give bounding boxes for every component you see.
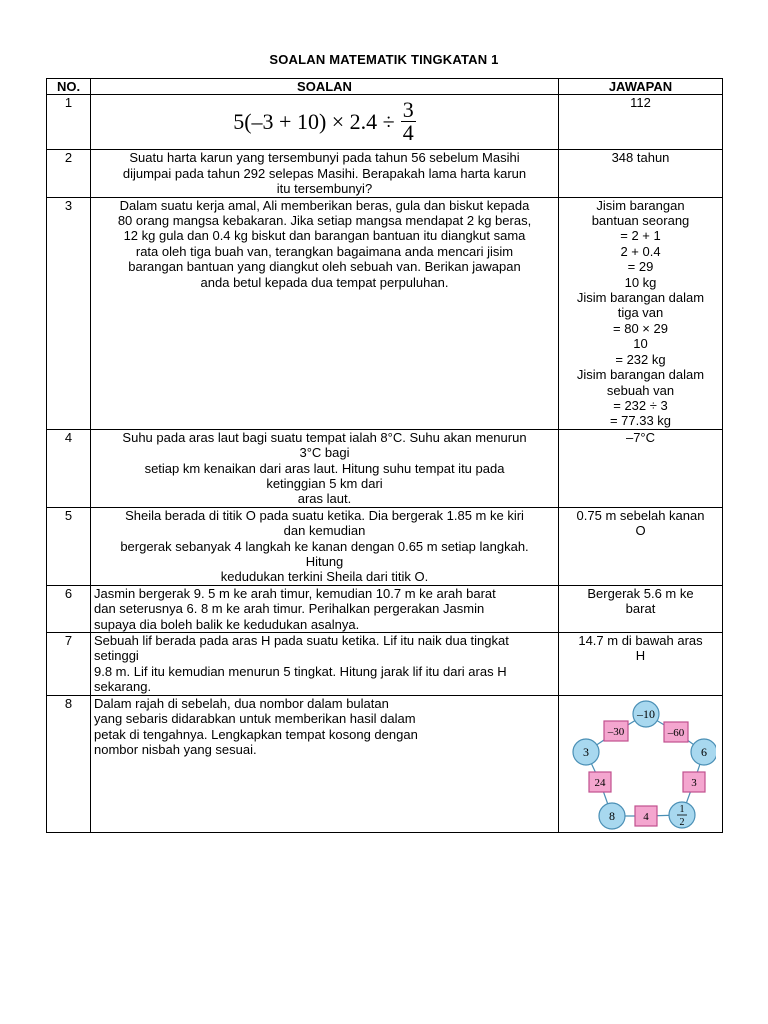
question-line: setinggi (94, 648, 139, 664)
circle-node (633, 701, 659, 727)
square-label: –60 (667, 727, 684, 739)
fraction (401, 96, 416, 145)
question-line: aras laut. (297, 491, 352, 507)
question-line: 9.8 m. Lif itu kemudian menurun 5 tingkat. Hitung jarak lif itu dari aras H (94, 663, 507, 679)
question-line: barangan bantuan yang diangkut oleh sebuah van. Berikan jawapan (128, 259, 521, 275)
answer-line: 14.7 m di bawah aras (578, 633, 703, 648)
question-line: Jasmin bergerak 9. 5 m ke arah timur, kemudian 10.7 m ke arah barat (94, 585, 496, 601)
answer-line: Jisim barangan (596, 197, 685, 213)
answer-line: Jisim barangan dalam (576, 290, 705, 306)
question-line: anda betul kepada dua tempat perpuluhan. (200, 274, 449, 290)
circle-label: –10 (636, 707, 655, 721)
answer-cell (559, 696, 723, 833)
question-cell (91, 95, 559, 150)
question-line: setiap km kenaikan dari aras laut. Hitung suhu tempat itu pada (144, 460, 505, 476)
table-row (47, 585, 723, 632)
header-question: SOALAN (91, 79, 559, 95)
circle-node-fraction (669, 802, 695, 828)
answer-line: bantuan seorang (591, 213, 690, 229)
question-cell (91, 197, 559, 429)
answer-line: = 232 kg (615, 351, 666, 367)
answer-cell (559, 95, 723, 150)
circle-label: 6 (700, 745, 707, 759)
question-line: sekarang. (94, 679, 152, 695)
table-header-row (47, 79, 723, 95)
question-line: 80 orang mangsa kebakaran. Jika setiap mangsa mendapat 2 kg beras, (117, 213, 532, 229)
square-label: 3 (690, 777, 697, 789)
table-row (47, 95, 723, 150)
question-line: bergerak sebanyak 4 langkah ke kanan dengan 0.65 m setiap langkah. (120, 538, 529, 554)
question-line: dijumpai pada tahun 292 selepas Masihi. Berapakah lama harta karun (122, 165, 527, 181)
question-line: Sheila berada di titik O pada suatu ketika. Dia bergerak 1.85 m ke kiri (125, 507, 524, 523)
circle-label: 3 (582, 745, 589, 759)
fraction-denominator: 2 (679, 817, 684, 828)
question-line: dan kemudian (283, 523, 366, 539)
answer-cell (559, 507, 723, 585)
question-cell (91, 150, 559, 197)
question-cell (91, 585, 559, 632)
square-node (589, 772, 611, 792)
answer-cell (559, 150, 723, 197)
question-line: Suhu pada aras laut bagi suatu tempat ialah 8°C. Suhu akan menurun (122, 429, 527, 445)
expression-left: 5(–3 + 10) × 2.4 ÷ (233, 108, 395, 134)
question-line: kedudukan terkini Sheila dari titik O. (220, 569, 429, 585)
table-row (47, 150, 723, 197)
row-number: 8 (47, 696, 91, 833)
answer-line: = 29 (627, 259, 654, 275)
question-line: yang sebaris didarabkan untuk memberikan hasil dalam (94, 711, 416, 727)
answer-cell (559, 633, 723, 696)
answer-line: Bergerak 5.6 m ke (587, 585, 694, 601)
question-line: 12 kg gula dan 0.4 kg biskut dan barangan bantuan itu diangkut sama (123, 228, 526, 244)
answer-line: 0.75 m sebelah kanan (576, 507, 705, 523)
question-cell (91, 633, 559, 696)
table-row (47, 507, 723, 585)
question-line: Dalam suatu kerja amal, Ali memberikan beras, gula dan biskut kepada (119, 197, 530, 213)
circle-node (599, 803, 625, 829)
square-label: 24 (594, 777, 605, 789)
square-label: 4 (642, 811, 649, 823)
question-line: dan seterusnya 6. 8 m ke arah timur. Perihalkan pergerakan Jasmin (94, 601, 485, 617)
question-line: rata oleh tiga buah van, terangkan bagaimana anda mencari jisim (135, 243, 514, 259)
math-expression (94, 95, 555, 147)
question-line: Dalam rajah di sebelah, dua nombor dalam bulatan (94, 696, 389, 711)
square-node (664, 722, 688, 742)
row-number: 6 (47, 585, 91, 632)
fraction-numerator: 3 (402, 96, 414, 122)
question-line: itu tersembunyi? (276, 181, 373, 197)
table-row (47, 633, 723, 696)
square-node (635, 806, 657, 826)
answer-line: = 77.33 kg (609, 413, 672, 429)
question-line: petak di tengahnya. Lengkapkan tempat kosong dengan (94, 726, 418, 742)
row-number: 2 (47, 150, 91, 197)
row-number: 5 (47, 507, 91, 585)
answer-line: barat (625, 601, 656, 617)
question-cell (91, 696, 559, 833)
document-title: SOALAN MATEMATIK TINGKATAN 1 (269, 52, 499, 67)
row-number: 7 (47, 633, 91, 696)
fraction-numerator: 1 (679, 804, 684, 815)
header-no: NO. (47, 79, 91, 95)
table-row (47, 429, 723, 507)
circle-node (573, 739, 599, 765)
question-line: 3°C bagi (299, 445, 350, 461)
answer-cell (559, 585, 723, 632)
answer-line: 10 kg (624, 274, 657, 290)
table-row (47, 197, 723, 429)
question-table (46, 78, 723, 833)
question-cell (91, 507, 559, 585)
answer-line: –7°C (625, 429, 656, 445)
question-line: nombor nisbah yang sesuai. (94, 742, 257, 758)
answer-line: = 232 ÷ 3 (613, 397, 668, 413)
answer-line: 112 (630, 95, 651, 111)
number-ring-diagram (566, 698, 716, 832)
square-node (683, 772, 705, 792)
answer-line: O (635, 523, 646, 539)
answer-line: = 2 + 1 (620, 228, 661, 244)
answer-cell (559, 429, 723, 507)
answer-line: Jisim barangan dalam (576, 367, 705, 383)
question-line: Suatu harta karun yang tersembunyi pada tahun 56 sebelum Masihi (129, 150, 520, 166)
question-cell (91, 429, 559, 507)
question-line: supaya dia boleh balik ke kedudukan asalnya. (94, 616, 360, 632)
answer-line: 10 (633, 336, 648, 352)
answer-cell (559, 197, 723, 429)
row-number: 4 (47, 429, 91, 507)
question-line: ketinggian 5 km dari (266, 475, 383, 491)
answer-line: = 80 × 29 (613, 320, 668, 336)
answer-line: 2 + 0.4 (620, 243, 661, 259)
table-row (47, 696, 723, 833)
circle-node (691, 739, 716, 765)
answer-line: H (635, 648, 646, 664)
row-number: 3 (47, 197, 91, 429)
answer-line: tiga van (617, 305, 664, 321)
circle-label: 8 (608, 809, 615, 823)
question-line: Sebuah lif berada pada aras H pada suatu ketika. Lif itu naik dua tingkat (94, 633, 509, 648)
square-node (604, 721, 628, 741)
answer-line: 348 tahun (611, 150, 670, 166)
row-number: 1 (47, 95, 91, 150)
header-answer: JAWAPAN (559, 79, 723, 95)
answer-line: sebuah van (606, 382, 675, 398)
question-line: Hitung (305, 553, 344, 569)
fraction-denominator: 4 (402, 119, 414, 145)
square-label: –30 (607, 726, 624, 738)
